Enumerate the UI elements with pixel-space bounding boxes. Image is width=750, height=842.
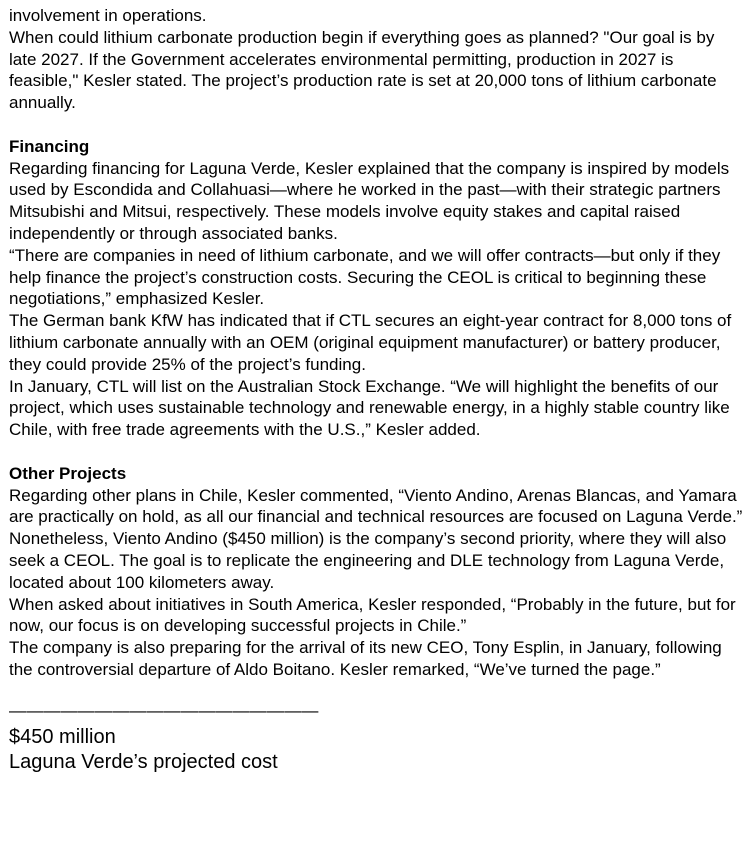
callout-value: $450 million [9,725,116,748]
other-projects-paragraph: When asked about initiatives in South America, Kesler responded, “Probably in the future, but for now, our focus is on developing successful projects in Chile.” [9,594,736,636]
intro-paragraph: When could lithium carbonate production begin if everything goes as planned? "Our goal is by late 2027. If the Government accelerates environmental permitting, production in 2027 is feasible," Kesler stated. The project’s production rate is set at 20,000 tons of lithium carbonate annually. [9,27,717,113]
other-projects-paragraph: Regarding other plans in Chile, Kesler commented, “Viento Andino, Arenas Blancas, and Yamara are practically on hold, as all our financial and technical resources are focused on Laguna Verde.” [9,485,743,527]
financing-paragraph: In January, CTL will list on the Australian Stock Exchange. “We will highlight the benefits of our project, which uses sustainable technology and renewable energy, in a highly stable country like Chile, with free trade agreements with the U.S.,” Kesler added. [9,376,730,440]
paragraph-spacer [9,114,743,136]
financing-heading: Financing [9,136,90,156]
callout-caption: Laguna Verde’s projected cost [9,750,278,773]
intro-paragraph: involvement in operations. [9,6,207,25]
other-projects-paragraph: The company is also preparing for the arrival of its new CEO, Tony Esplin, in January, following the controversial departure of Aldo Boitano. Kesler remarked, “We’ve turned the page.” [9,638,722,679]
other-projects-paragraph: Nonetheless, Viento Andino ($450 million) is the company’s second priority, where they will also seek a CEOL. The goal is to replicate the engineering and DLE technology from Laguna Verde, located about 100 kilometers away. [9,529,727,592]
financing-paragraph: “There are companies in need of lithium carbonate, and we will offer contracts—but only if they help finance the project’s construction costs. Securing the CEOL is critical to beginning these negotiations,” emphasized Kesler. [9,245,721,309]
financing-paragraph: The German bank KfW has indicated that if CTL secures an eight-year contract for 8,000 tons of lithium carbonate annually with an OEM (original equipment manufacturer) or battery producer, they could provide 25% of the project’s funding. [9,311,732,374]
paragraph-spacer [9,441,743,463]
financing-paragraph: Regarding financing for Laguna Verde, Kesler explained that the company is inspired by models used by Escondida and Collahuasi—where he worked in the past—with their strategic partners Mitsubishi and Mitsui, respectively. These models involve equity stakes and capital raised independently or through associated banks. [9,158,730,243]
article-page [9,5,743,775]
callout-divider: —————————————————— [9,700,319,720]
other-projects-heading: Other Projects [9,463,127,483]
